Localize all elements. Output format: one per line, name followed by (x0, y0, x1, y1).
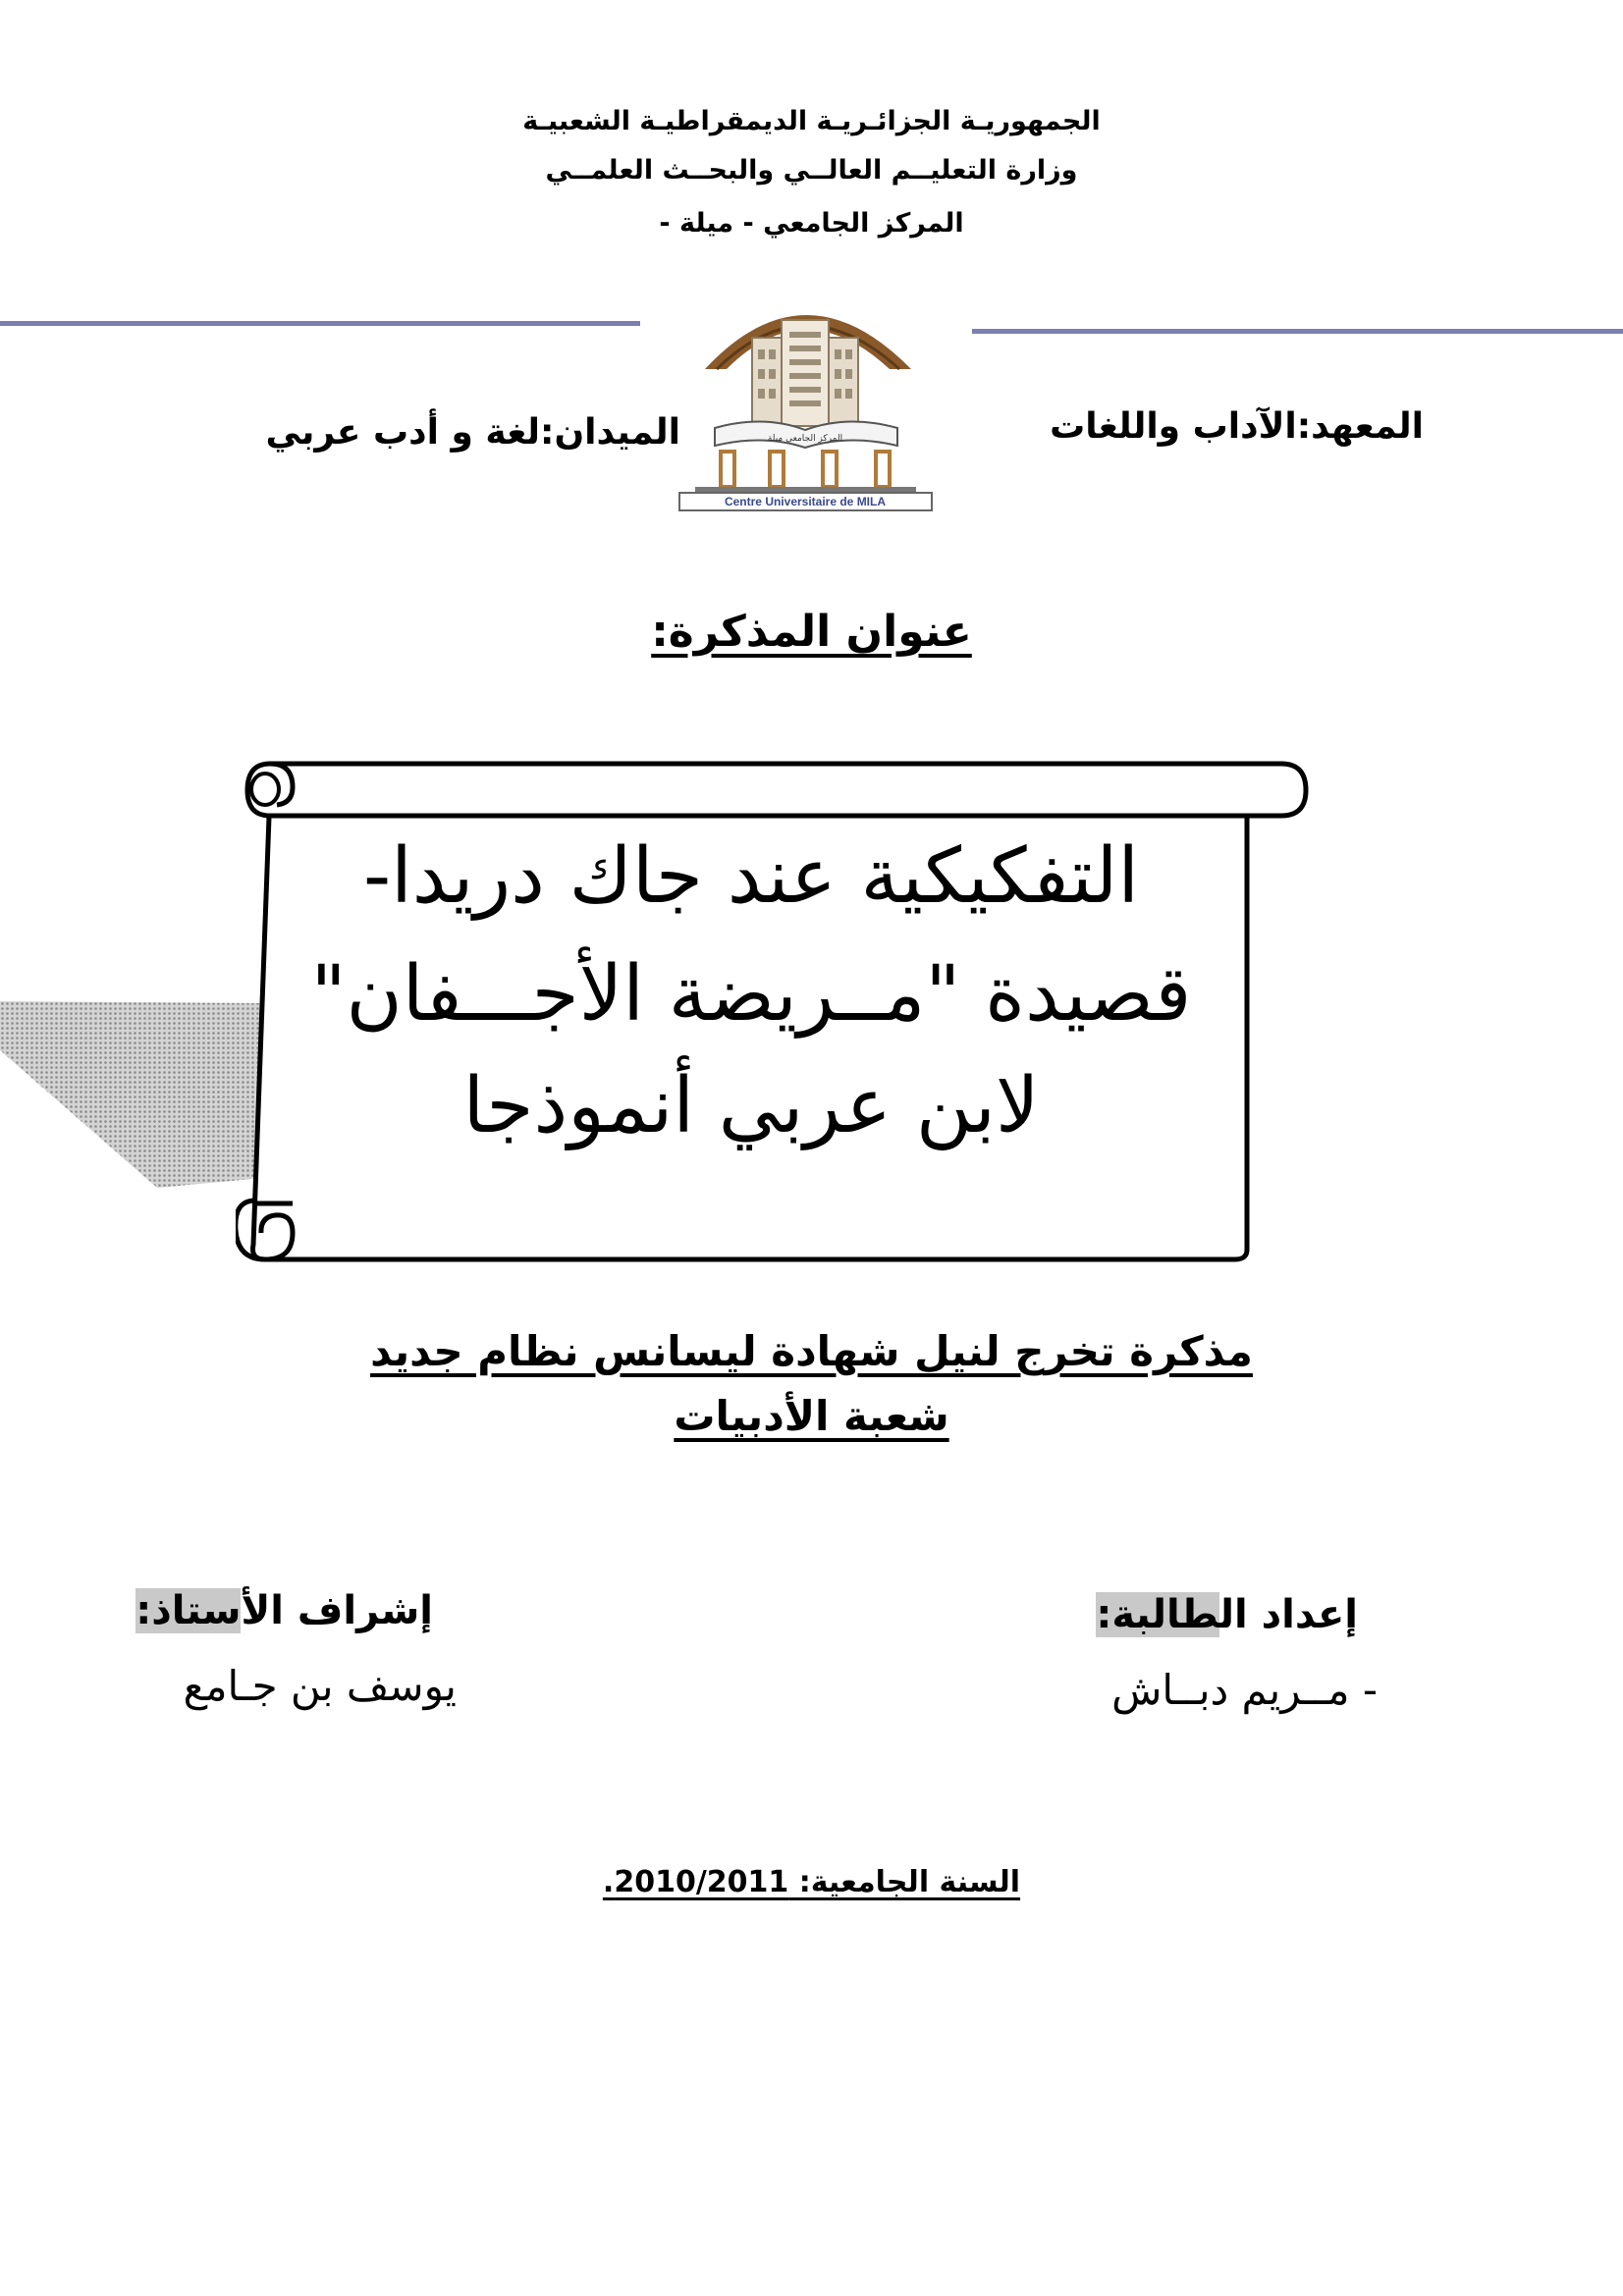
degree-line-1-text: مذكرة تخرج لنيل شهادة ليسانس نظام جديد (370, 1327, 1253, 1375)
degree-line-2 (0, 1392, 1623, 1440)
logo-caption: Centre Universitaire de MILA (724, 495, 887, 508)
student-label (1096, 1592, 1358, 1637)
institute-label: المعهد:الآداب واللغات (1050, 406, 1424, 447)
memo-heading-text: عنوان المذكرة: (651, 607, 972, 657)
university-logo (676, 291, 936, 512)
supervisor-label (135, 1588, 433, 1633)
university-name: المركز الجامعي - ميلة - (659, 208, 964, 239)
student-name: - مــريم دبــاش (1111, 1666, 1378, 1714)
field-label: الميدان:لغة و أدب عربي (265, 412, 680, 453)
divider-right (972, 329, 1623, 334)
degree-line-1 (0, 1327, 1623, 1375)
title-line-1: التفكيكية عند جاك دريدا- (362, 832, 1140, 921)
academic-year-text: السنة الجامعية: 2010/2011. (602, 1865, 1021, 1899)
logo-arabic-caption: المركز الجامعي ميلة (767, 434, 843, 444)
supervisor-label-highlight: أستاذ: (135, 1588, 242, 1633)
divider-left (0, 321, 640, 326)
university-logo-graphic (676, 291, 936, 512)
ministry-name: وزارة التعليــم العالــي والبحــث العلمــي (545, 155, 1078, 186)
memo-heading (0, 607, 1623, 657)
academic-year (0, 1865, 1623, 1899)
supervisor-label-plain: إشراف ال (241, 1588, 433, 1633)
degree-line-2-text: شعبة الأدبيات (674, 1392, 949, 1440)
supervisor-name: يوسف بن جـامع (183, 1662, 457, 1710)
title-line-3: لابن عربي أنموذجا (462, 1062, 1040, 1150)
student-label-plain: إعداد ال (1218, 1592, 1358, 1637)
republic-name: الجمهوريـة الجزائـريـة الديمقراطيـة الشعبيـة (522, 106, 1101, 136)
title-line-2: قصيدة "مــريضة الأجـــفان" (310, 950, 1192, 1039)
student-label-highlight: طالبة: (1096, 1592, 1219, 1637)
